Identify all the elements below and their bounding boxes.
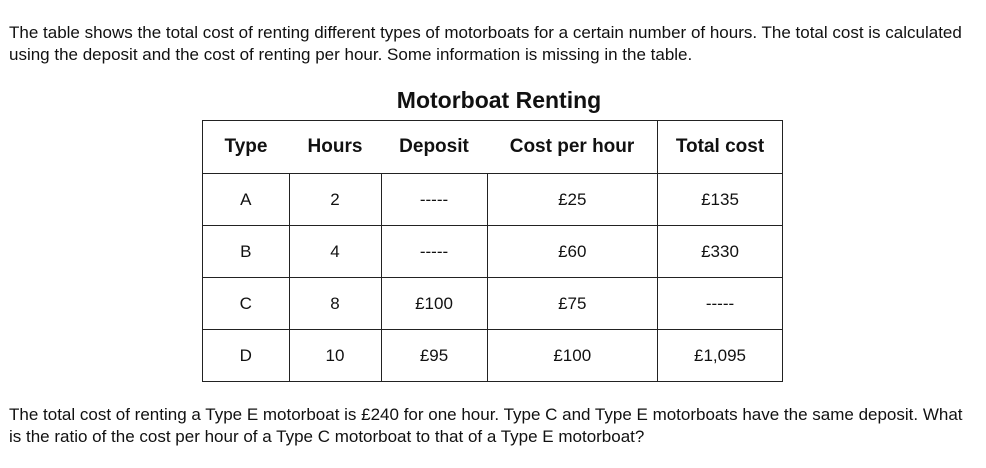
cell-hours: 10 xyxy=(289,330,381,382)
cell-total-cost: £135 xyxy=(658,174,783,226)
cell-deposit: £100 xyxy=(381,278,487,330)
question-paragraph: The total cost of renting a Type E motorboat is £240 for one hour. Type C and Type E motorboats have the same deposit. What is the ratio of the cost per hour of a Type C motorboat to that of a Type E motorboat? xyxy=(9,405,963,446)
table-title: Motorboat Renting xyxy=(396,87,602,113)
table-row xyxy=(203,330,783,382)
table-row xyxy=(203,226,783,278)
cell-type: B xyxy=(203,226,290,278)
header-total-cost: Total cost xyxy=(658,121,783,174)
cell-cost-per-hour: £100 xyxy=(487,330,658,382)
cell-type: A xyxy=(203,174,290,226)
header-type: Type xyxy=(203,121,290,174)
cell-total-cost: £330 xyxy=(658,226,783,278)
cell-hours: 2 xyxy=(289,174,381,226)
cell-total-cost: £1,095 xyxy=(658,330,783,382)
header-cost-per-hour: Cost per hour xyxy=(487,121,658,174)
cell-hours: 4 xyxy=(289,226,381,278)
cell-type: C xyxy=(203,278,290,330)
cell-cost-per-hour: £60 xyxy=(487,226,658,278)
header-deposit: Deposit xyxy=(381,121,487,174)
cell-deposit: £95 xyxy=(381,330,487,382)
cell-total-cost: ----- xyxy=(658,278,783,330)
table-row xyxy=(203,174,783,226)
cell-deposit: ----- xyxy=(381,226,487,278)
cell-type: D xyxy=(203,330,290,382)
cell-deposit: ----- xyxy=(381,174,487,226)
intro-paragraph: The table shows the total cost of renting different types of motorboats for a certain number of hours. The total cost is calculated using the deposit and the cost of renting per hour. Some information is missing in the table. xyxy=(9,23,962,64)
cell-cost-per-hour: £75 xyxy=(487,278,658,330)
header-hours: Hours xyxy=(289,121,381,174)
cell-hours: 8 xyxy=(289,278,381,330)
table-row xyxy=(203,278,783,330)
cell-cost-per-hour: £25 xyxy=(487,174,658,226)
motorboat-renting-table xyxy=(202,120,783,382)
table-header-row xyxy=(203,121,783,174)
